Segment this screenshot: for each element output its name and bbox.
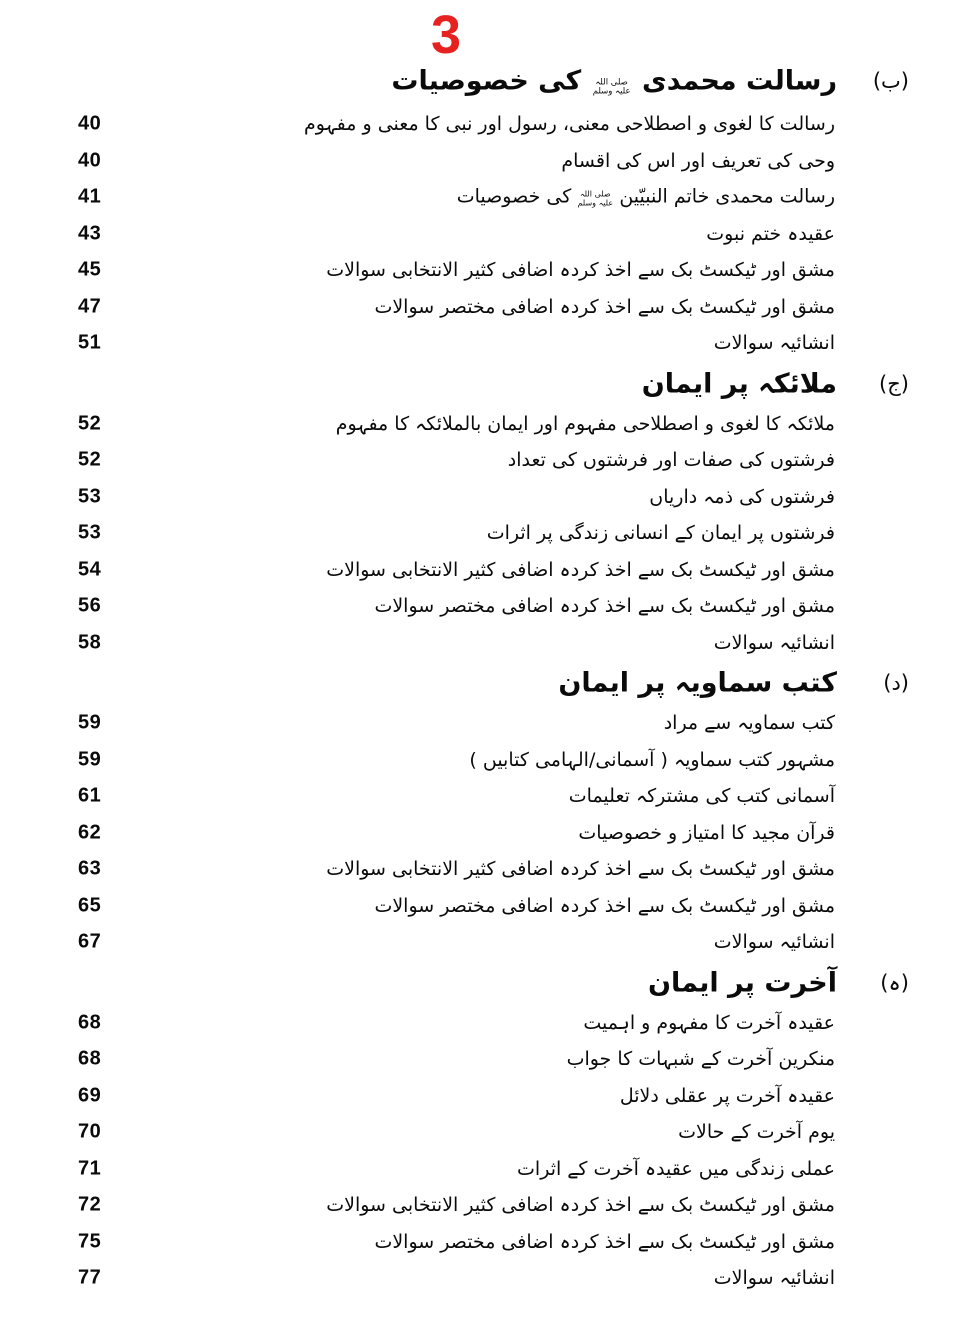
entry-title: مشق اور ٹیکسٹ بک سے اخذ کردہ اضافی کثیر الانتخابی سوالات <box>326 259 835 282</box>
section-title-text: کی خصوصیات <box>391 65 582 97</box>
page-num: 52 <box>78 412 102 435</box>
section-header-h <box>0 961 965 1005</box>
entry-title: عقیدہ آخرت پر عقلی دلائل <box>619 1084 835 1107</box>
page-num: 58 <box>78 631 102 654</box>
entry-title: آسمانی کتب کی مشترکہ تعلیمات <box>568 785 835 808</box>
toc-row <box>0 625 965 662</box>
page-num: 67 <box>78 930 102 953</box>
entry-title: فرشتوں کی صفات اور فرشتوں کی تعداد <box>507 449 835 472</box>
page-num: 51 <box>78 331 102 354</box>
toc-row <box>0 216 965 253</box>
entry-title: انشائیہ سوالات <box>713 1267 835 1290</box>
toc-row <box>0 888 965 925</box>
section-title <box>391 65 837 96</box>
entry-title: مشق اور ٹیکسٹ بک سے اخذ کردہ اضافی کثیر الانتخابی سوالات <box>326 558 835 581</box>
toc-row <box>0 742 965 779</box>
page-number: 3 <box>431 5 462 65</box>
page-num: 59 <box>78 748 102 771</box>
page-num: 52 <box>78 448 102 471</box>
section-marker: (د) <box>883 671 909 695</box>
section-title-text: رسالت محمدی <box>642 65 837 97</box>
toc-row <box>0 851 965 888</box>
toc-row <box>0 778 965 815</box>
entry-title: عملی زندگی میں عقیدہ آخرت کے اثرات <box>517 1157 835 1180</box>
toc-row <box>0 552 965 589</box>
entry-title: یوم آخرت کے حالات <box>678 1121 835 1144</box>
entry-title: فرشتوں پر ایمان کے انسانی زندگی پر اثرات <box>486 522 835 545</box>
toc-row <box>0 479 965 516</box>
toc-row <box>0 924 965 961</box>
table-of-contents <box>0 56 965 1297</box>
page-num: 71 <box>78 1157 102 1180</box>
page-num: 40 <box>78 112 102 135</box>
section-marker: (ب) <box>872 69 909 93</box>
toc-row <box>0 588 965 625</box>
entry-title: کتب سماویہ سے مراد <box>663 712 835 735</box>
toc-row <box>0 1187 965 1224</box>
page-num: 53 <box>78 521 102 544</box>
page-num: 70 <box>78 1120 102 1143</box>
page-num: 69 <box>78 1084 102 1107</box>
toc-row <box>0 1005 965 1042</box>
section-header-d <box>0 661 965 705</box>
entry-title-text: رسالت محمدی خاتم النبیّین <box>619 185 835 208</box>
toc-row <box>0 705 965 742</box>
page-num: 72 <box>78 1193 102 1216</box>
toc-row <box>0 143 965 180</box>
entry-title: مشق اور ٹیکسٹ بک سے اخذ کردہ اضافی مختصر سوالات <box>374 1230 835 1253</box>
section-title: کتب سماویہ پر ایمان <box>558 667 837 699</box>
section-marker: (ج) <box>879 371 909 396</box>
toc-row <box>0 1260 965 1297</box>
toc-row <box>0 1224 965 1261</box>
entry-title: انشائیہ سوالات <box>713 631 835 654</box>
page-num: 61 <box>78 784 102 807</box>
entry-title: مشق اور ٹیکسٹ بک سے اخذ کردہ اضافی کثیر الانتخابی سوالات <box>326 1194 835 1217</box>
entry-title: مشق اور ٹیکسٹ بک سے اخذ کردہ اضافی مختصر سوالات <box>374 295 835 318</box>
page-num: 68 <box>78 1047 102 1070</box>
toc-row <box>0 406 965 443</box>
section-marker: (ہ) <box>880 970 909 995</box>
toc-row <box>0 815 965 852</box>
entry-title: مشق اور ٹیکسٹ بک سے اخذ کردہ اضافی کثیر الانتخابی سوالات <box>326 858 835 881</box>
entry-title-text: کی خصوصیات <box>456 185 572 208</box>
entry-title: مشق اور ٹیکسٹ بک سے اخذ کردہ اضافی مختصر سوالات <box>374 595 835 618</box>
page-num: 65 <box>78 894 102 917</box>
entry-title: عقیدہ ختم نبوت <box>706 222 835 245</box>
page-num: 77 <box>78 1266 102 1289</box>
page-num: 75 <box>78 1230 102 1253</box>
toc-row <box>0 252 965 289</box>
page-num: 63 <box>78 857 102 880</box>
honorific-sallallahu-alayhi-wasallam: صلی اللہ علیہ وسلم <box>592 76 631 97</box>
entry-title: مشق اور ٹیکسٹ بک سے اخذ کردہ اضافی مختصر سوالات <box>374 894 835 917</box>
toc-row <box>0 289 965 326</box>
section-header-b <box>0 56 965 106</box>
toc-row <box>0 106 965 143</box>
section-header-j <box>0 362 965 406</box>
entry-title: فرشتوں کی ذمہ داریاں <box>649 485 835 508</box>
page-num: 54 <box>78 558 102 581</box>
entry-title: عقیدہ آخرت کا مفہوم و اہمیت <box>583 1011 835 1034</box>
page-num: 40 <box>78 149 102 172</box>
section-title: ملائکہ پر ایمان <box>641 368 837 399</box>
toc-row <box>0 325 965 362</box>
toc-row <box>0 515 965 552</box>
page-num: 68 <box>78 1011 102 1034</box>
entry-title: منکرین آخرت کے شبہات کا جواب <box>566 1048 835 1071</box>
page-num: 41 <box>78 185 102 208</box>
toc-row <box>0 442 965 479</box>
entry-title: مشہور کتب سماویہ ( آسمانی/الہامی کتابیں ) <box>469 748 835 771</box>
entry-title: قرآن مجید کا امتیاز و خصوصیات <box>578 821 835 844</box>
section-title: آخرت پر ایمان <box>647 967 837 998</box>
page-num: 56 <box>78 594 102 617</box>
entry-title: ملائکہ کا لغوی و اصطلاحی مفہوم اور ایمان بالملائکہ کا مفہوم <box>335 412 835 435</box>
toc-row <box>0 1078 965 1115</box>
entry-title: انشائیہ سوالات <box>713 332 835 355</box>
toc-row <box>0 1151 965 1188</box>
page-num: 62 <box>78 821 102 844</box>
page-num: 59 <box>78 711 102 734</box>
entry-title: انشائیہ سوالات <box>713 931 835 954</box>
page-num: 45 <box>78 258 102 281</box>
entry-title <box>457 186 835 209</box>
page-num: 53 <box>78 485 102 508</box>
entry-title: رسالت کا لغوی و اصطلاحی معنی، رسول اور نبی کا معنی و مفہوم <box>303 113 835 136</box>
honorific-sallallahu-alayhi-wasallam: صلی اللہ علیہ وسلم <box>577 190 614 208</box>
toc-row <box>0 1041 965 1078</box>
page-num: 43 <box>78 222 102 245</box>
toc-row <box>0 179 965 216</box>
toc-row <box>0 1114 965 1151</box>
entry-title: وحی کی تعریف اور اس کی اقسام <box>561 149 835 172</box>
page-num: 47 <box>78 295 102 318</box>
